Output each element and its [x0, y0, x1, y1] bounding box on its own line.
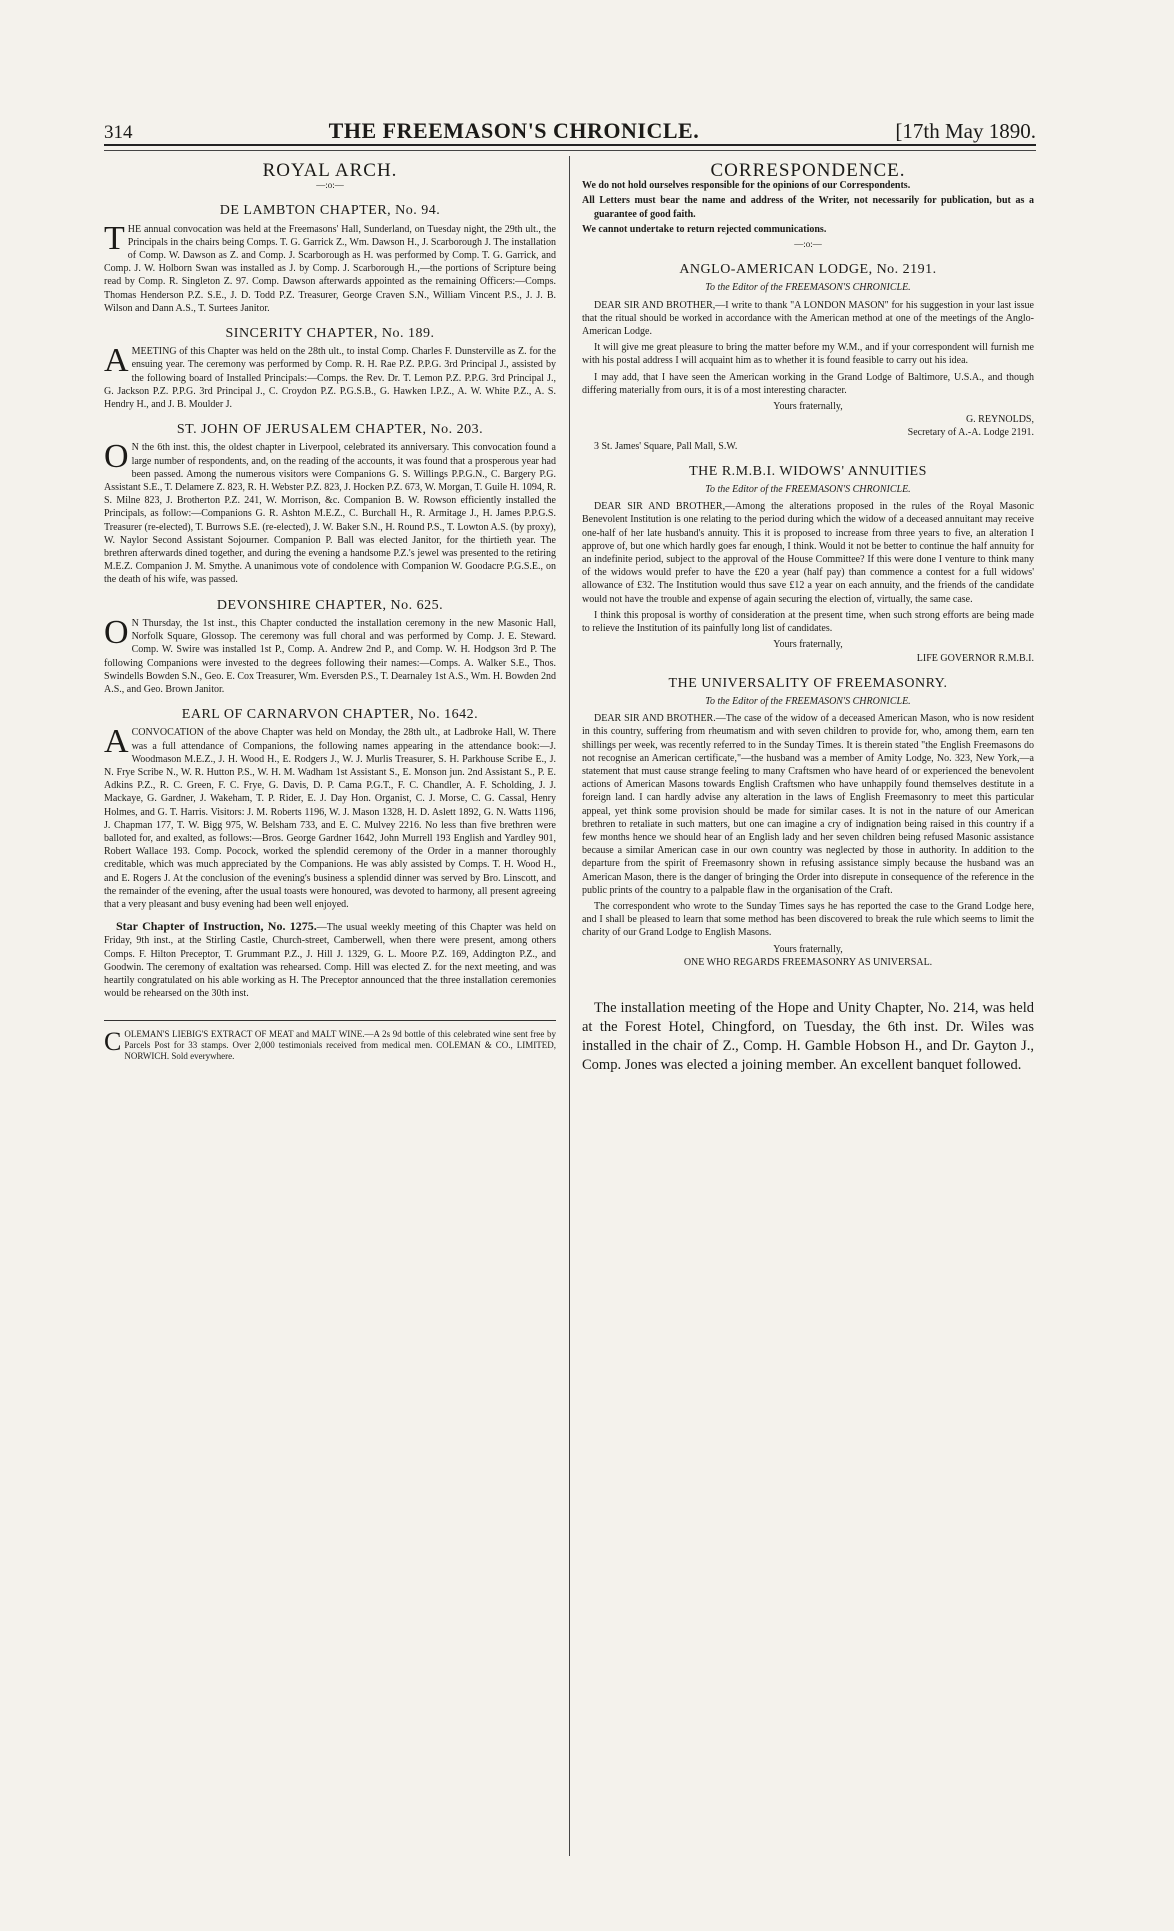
drop-cap: O	[104, 438, 129, 476]
letter-paragraph: DEAR SIR AND BROTHER.—The case of the widow of a deceased American Mason, who is now resident in this country, suffering from rheumatism and with seven children to provide for, who, among them, earn ten shillings per week, was recently referred to in the Sunday Times. It is therein stated "the English Freemasons do not recognise an American certificate,"—the husband was a member of Amity Lodge, No. 323, New York,—a statement that must cause strange feeling to many Craftsmen who have heard of or experienced the benevolent actions of American Masons towards English Craftsmen who have unhappily found themselves destitute in a foreign land. I can hardly advise any alteration in the laws of English Freemasonry to meet this particular appeal, yet think some provision should be made for similar cases. It is not in the nature of our American brethren to retaliate in such matters, but one can imagine a cry of indignation being raised in this country if a few months hence we should hear of an English lady and her seven children being refused Masonic assistance because a similar American case in our own country was neglected by those in authority. In addition to the departure from the spirit of Freemasonry shown in refusing assistance simply because the husband was an American Mason, there is the danger of bringing the Order into disrepute in consequence of the reference in the public prints of the country to a palpable flaw in the organisation of the Craft.	[582, 713, 1034, 896]
letter-salutation: To the Editor of the FREEMASON'S CHRONICLE.	[705, 695, 911, 707]
article-de-lambton	[104, 219, 556, 315]
header-rule	[104, 150, 1036, 151]
letter-paragraph: DEAR SIR AND BROTHER,—I write to thank "A LONDON MASON" for his suggestion in your last issue that the ritual should be worked in accordance with the American method at one of the meetings of the Anglo-American Lodge.	[582, 299, 1034, 338]
article-sincerity	[104, 342, 556, 411]
letter-signer-role: Secretary of A.-A. Lodge 2191.	[907, 427, 1034, 439]
article-text: N Thursday, the 1st inst., this Chapter conducted the installation ceremony in the new Masonic Hall, Norfolk Square, Glossop. The ceremony was full choral and was performed by Comp. J. E. Steward. Comp. W. Swire was installed 1st P., Comp. A. Andrew 2nd P., and Comp. W. H. Hodgson 3rd P. The following Companions were invested to the degrees following their names:—Comps. A. Walker S.E., Thos. Swindells Bowden S.N., Geo. E. Cox Treasurer, Wm. Eversden P.S., T. Dearnaley 1st A.S., Wm. H. Bowden 2nd A.S., and Geo. Brown Janitor.	[104, 617, 556, 695]
letter-address: 3 St. James' Square, Pall Mall, S.W.	[594, 440, 738, 452]
article-text: CONVOCATION of the above Chapter was held on Monday, the 28th ult., at Ladbroke Hall, W. There was a full attendance of Companions, the following names appearing in the attendance book:—J. Woodmason M.E.Z., J. H. Wood H., E. Rodgers J., W. J. Murlis Treasurer, S. H. Parkhouse Scribe E., J. N. Frye Scribe N., W. R. Hutton P.S., W. H. M. Wadham 1st Assistant S., E. Monson jun. 2nd Assistant S., P. E. Adkins P.Z., R. C. Green, F. C. Frye, G. Davis, D. P. Cama P.G.T., F. C. Chandler, A. F. Scholding, J. J. Mackaye, G. Gardner, J. Wakeham, T. P. Rider, E. J. Day Hon. Organist, C. J. Morse, C. G. Cassal, Henry Holmes, and G. T. Harris. Visitors: J. M. Roberts 1196, W. J. Mason 1328, H. D. Aslett 1892, G. N. Watts 1196, J. Chapman 177, T. W. Bigg 975, W. Belsham 733, and E. C. Mulvey 2216. No less than five brethren were balloted for, and exalted, as follows:—Bros. George Gardner 1642, John Murrell 193 English and Yardley 901, Robert Wallace 193. Comp. Pocock, worked the splendid ceremony of the Order in a manner thoroughly creditable, which was much appreciated by the Companions. He was ably assisted by Comps. T. H. Wood H., and E. Rogers J. At the conclusion of the evening's business a splendid dinner was served by Bro. Linscott, and the remainder of the evening, after the usual toasts were honoured, was devoted to harmony, all present agreeing that a very pleasant and busy evening had been well enjoyed.	[104, 727, 556, 910]
letter-title-widows-annuities: THE R.M.B.I. WIDOWS' ANNUITIES	[689, 463, 927, 479]
letter-signature: G. REYNOLDS,	[965, 414, 1034, 426]
publication-title: THE FREEMASON'S CHRONICLE.	[328, 118, 700, 143]
column-divider	[569, 156, 570, 1856]
letter-paragraph: The correspondent who wrote to the Sunday Times says he has reported the case to the Grand Lodge here, and I shall be pleased to learn that some method has been discovered to break the rule which seems to limit the charity of our Grand Lodge to English Masons.	[582, 900, 1034, 939]
article-text: N the 6th inst. this, the oldest chapter in Liverpool, celebrated its anniversary. This convocation found a large number of respondents, and, on the reading of the accounts, it was found that a prosperous year had been passed. Among the numerous visitors were Companions G. S. Willings P.P.G.N., C. Bargery P.G. Assistant S.E., T. Delamere Z. 823, R. H. Webster P.Z. 823, J. Hocken P.Z. 673, W. Morgan, T. Guile H. 1094, R. S. Milne 823, J. Brotherton P.Z. 241, W. Morrison, &c. Companion B. W. Rowson efficiently installed the Principals, as follow:—Companions G. R. Ashton M.E.Z., C. Burchall H., R. Armitage J., H. James P.P.G.S. Treasurer (re-elected), T. Burrows S.E. (re-elected), J. W. Baker S.N., H. Round P.S., T. Lowton A.S. (by proxy), W. Naylor Second Assistant Sojourner. Companion P. Ball was elected Janitor, for the thirtieth year. The brethren afterwards dined together, and during the evening a handsome P.Z.'s jewel was presented to the retiring M.E.Z. Companion J. M. Smythe. A unanimous vote of condolence with Companion W. Goodacre P.G.S.E., on the death of his wife, was passed.	[104, 442, 556, 586]
issue-date: [17th May 1890.	[895, 119, 1036, 143]
letter-closing: Yours fraternally,	[773, 943, 843, 955]
drop-cap: O	[104, 613, 129, 651]
chapter-title-de-lambton: DE LAMBTON CHAPTER, No. 94.	[219, 203, 441, 219]
article-devonshire	[104, 613, 556, 696]
letter-title-universality: THE UNIVERSALITY OF FREEMASONRY.	[668, 675, 948, 691]
letter-signature: LIFE GOVERNOR R.M.B.I.	[916, 652, 1034, 664]
letter-salutation: To the Editor of the FREEMASON'S CHRONICLE.	[705, 282, 911, 294]
chapter-title-st-john: ST. JOHN OF JERUSALEM CHAPTER, No. 203.	[176, 422, 484, 438]
letter-closing: Yours fraternally,	[773, 639, 843, 651]
article-text: MEETING of this Chapter was held on the 28th ult., to instal Comp. Charles F. Dunsterville as Z. for the ensuing year. The ceremony was performed by Comp. R. H. Rae P.Z. P.P.G. 3rd Principal J., assisted by the following board of Installed Principals:—Comps. the Rev. Dr. T. Lemon P.Z. P.P.G. 3rd Principal J., G. Jackson P.Z. P.P.G. 3rd Principal J., C. Croydon P.Z. P.G.S.B., G. Hawken I.P.Z., A. W. White P.Z., A. S. Hendry H., and J. B. Moulder J.	[104, 346, 556, 411]
letter-paragraph: It will give me great pleasure to bring the matter before my W.M., and if your correspondent will furnish me with his postal address I will acquaint him as to whether it is found feasible to carry out his idea.	[582, 342, 1034, 367]
advertisement-coleman	[104, 1020, 556, 1062]
letter-paragraph: DEAR SIR AND BROTHER,—Among the alterations proposed in the rules of the Royal Masonic Benevolent Institution is one relating to the period during which the widow of a deceased annuitant may receive one-half of her late husband's annuity. This it is proposed to increase from three years to five, an alteration I approve of, but one which hardly goes far enough, I think. Would it not be better to continue the half annuity for an indefinite period, subject to the approval of the House Committee? If this were done I venture to think many of the widows would prefer to have the £20 a year (half pay) than commence a contest for a full widows' allowance of £32. The Institution would thus save £12 a year on each annuity, and the friends of the candidate would not have the trouble and expense of again securing the election of, virtually, the same case.	[582, 501, 1034, 605]
letter-salutation: To the Editor of the FREEMASON'S CHRONICLE.	[705, 484, 911, 496]
article-hope-and-unity: The installation meeting of the Hope and Unity Chapter, No. 214, was held at the Forest Hotel, Chingford, on Tuesday, the 6th inst. Dr. Wiles was installed in the chair of Z., Comp. H. Gamble Hobson H., and Dr. Gayton J., Comp. Jones was elected a joining member. An excellent banquet followed.	[582, 999, 1034, 1073]
right-column	[582, 160, 1034, 1078]
masthead	[104, 100, 1036, 146]
advertisement-text: OLEMAN'S LIEBIG'S EXTRACT OF MEAT and MALT WINE.—A 2s 9d bottle of this celebrated wine sent free by Parcels Post for 33 stamps. Over 2,000 testimonials received from medical men. COLEMAN & CO., LIMITED, NORWICH. Sold everywhere.	[124, 1029, 556, 1062]
chapter-title-sincerity: SINCERITY CHAPTER, No. 189.	[225, 326, 435, 342]
section-title-royal-arch: ROYAL ARCH.	[262, 160, 398, 181]
article-earl-of-carnarvon	[104, 723, 556, 911]
drop-cap: T	[104, 219, 125, 257]
article-star-chapter	[104, 920, 556, 1000]
editorial-note: We do not hold ourselves responsible for the opinions of our Correspondents.	[582, 180, 911, 192]
letter-signature: ONE WHO REGARDS FREEMASONRY AS UNIVERSAL.	[683, 956, 933, 968]
letter-closing: Yours fraternally,	[773, 401, 843, 413]
ornament: —:o:—	[794, 239, 822, 250]
section-title-correspondence: CORRESPONDENCE.	[710, 160, 906, 181]
left-column	[104, 160, 556, 1065]
article-st-john	[104, 438, 556, 586]
page-number: 314	[104, 122, 133, 143]
drop-cap: A	[104, 342, 129, 380]
letter-paragraph: I may add, that I have seen the American working in the Grand Lodge of Baltimore, U.S.A., and though differing materially from ours, it is of a most interesting character.	[582, 371, 1034, 396]
newspaper-page	[104, 100, 1036, 1860]
letter-paragraph: I think this proposal is worthy of consideration at the present time, when such strong efforts are being made to relieve the Institution of its painfully long list of candidates.	[582, 609, 1034, 635]
letter-title-anglo-american: ANGLO-AMERICAN LODGE, No. 2191.	[679, 262, 937, 278]
chapter-title-earl-of-carnarvon: EARL OF CARNARVON CHAPTER, No. 1642.	[181, 707, 479, 723]
drop-cap: A	[104, 723, 129, 761]
ornament: —:o:—	[316, 180, 344, 191]
star-chapter-heading: Star Chapter of Instruction, No. 1275.	[116, 919, 317, 934]
article-text: HE annual convocation was held at the Freemasons' Hall, Sunderland, on Tuesday night, the 29th ult., the Principals in the chairs being Comps. T. G. Garrick Z., Wm. Dawson H., J. Scarborough J. The installation of Comp. W. Dawson as Z. and Comp. J. Scarborough as H. was performed by Comp. T. G. Garrick, and Comp. J. W. Holborn Swan was installed as J. by Comp. J. Scarborough H.,—the portions of Scripture being read by Comp. R. Singleton Z. 97. Comp. Dawson afterwards appointed as the remaining Officers:—Comps. Thomas Henderson P.Z. S.E., J. D. Todd P.Z. Treasurer, George Craven S.N., William Vincent P.S., J. J. B. Wilson and Dann A.S., T. Surtees Janitor.	[104, 223, 556, 314]
drop-cap: C	[104, 1027, 122, 1057]
article-text: —The usual weekly meeting of this Chapter was held on Friday, 9th inst., at the Stirling Castle, Church-street, Camberwell, when there were present, among others Comps. F. Hilton Preceptor, T. Grummant P.Z., J. Hill J. 1329, G. L. Moore P.Z. 169, Addington P.Z., and Goodwin. The ceremony of exaltation was rehearsed. Comp. Hill was elected Z. for the next meeting, and was heartily congratulated on his able working as H. The Preceptor announced that the three installation ceremonies would be rehearsed on the 30th inst.	[104, 922, 556, 1000]
editorial-note: All Letters must bear the name and address of the Writer, not necessarily for publication, but as a guarantee of good faith.	[582, 195, 1034, 220]
chapter-title-devonshire: DEVONSHIRE CHAPTER, No. 625.	[216, 597, 444, 613]
editorial-note: We cannot undertake to return rejected communications.	[582, 223, 827, 235]
